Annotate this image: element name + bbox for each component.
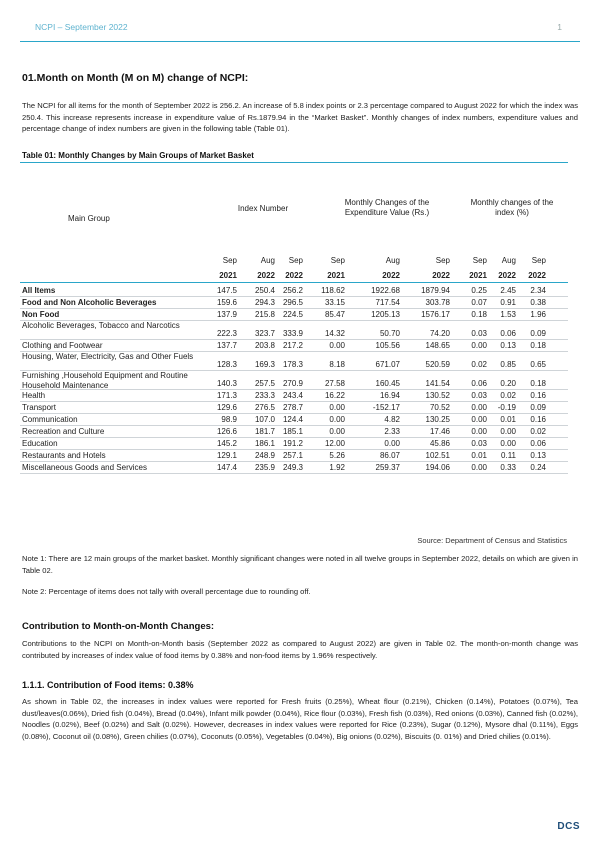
cell-value: 0.25 xyxy=(471,286,487,295)
cell-value: 17.46 xyxy=(429,427,450,436)
cell-value: 0.38 xyxy=(530,298,546,307)
cell-value: 0.18 xyxy=(530,379,546,388)
cell-value: 215.8 xyxy=(254,310,275,319)
cell-value: 0.02 xyxy=(471,360,487,369)
cell-value: 185.1 xyxy=(282,427,303,436)
cell-value: 33.15 xyxy=(324,298,345,307)
cell-value: 186.1 xyxy=(254,439,275,448)
cell-value: 224.5 xyxy=(282,310,303,319)
year-header: 2021 xyxy=(469,271,487,280)
col-percent-change: Monthly changes of the index (%) xyxy=(470,198,554,217)
table-caption: Table 01: Monthly Changes by Main Groups of Market Basket xyxy=(22,151,254,160)
cell-value: 1.92 xyxy=(329,463,345,472)
food-contribution-paragraph: As shown in Table 02, the increases in index values were reported for Fresh fruits (0.25%), Wheat flour (0.21%), Chicken (0.14%), Potatoes (0.07%), Tea dust/leaves(0.06%), Dried fish (0.04%), Bread (0.04%), Infant milk powder (0.04%), Rice flour (0.03%), Fresh fish (0.03%), Red onions (0.03%), Canned fish (0.02%), Noodles (0.02%), Beef (0.02%) and Salt (0.02%). However, decreases in index values were reported for Rice (0.23%), Sugar (0.12%), Mysore dhal (0.11%), Eggs (0.08%), Coconut oil (0.08%), Green chilies (0.07%), Coconuts (0.05%), Vegetables (0.04%), Big onions (0.02%), Biscuits (0. 01%) and Dried chilies (0.01%). xyxy=(22,697,578,741)
cell-value: 140.3 xyxy=(216,379,237,388)
cell-value: 1879.94 xyxy=(421,286,450,295)
cell-value: 0.11 xyxy=(501,451,516,460)
cell-value: 0.06 xyxy=(471,379,487,388)
cell-value: 0.18 xyxy=(471,310,487,319)
cell-value: 270.9 xyxy=(282,379,303,388)
cell-value: 105.56 xyxy=(375,341,400,350)
month-header: Aug xyxy=(260,256,275,265)
cell-value: 0.01 xyxy=(500,415,516,424)
page-header xyxy=(20,20,580,42)
cell-value: 0.16 xyxy=(530,415,546,424)
year-header: 2022 xyxy=(257,271,275,280)
cell-value: 130.25 xyxy=(425,415,450,424)
cell-value: 0.33 xyxy=(500,463,516,472)
cell-value: 45.86 xyxy=(429,439,450,448)
col-main-group: Main Group xyxy=(68,214,110,223)
cell-value: 243.4 xyxy=(282,391,303,400)
cell-value: 323.7 xyxy=(254,329,275,338)
row-label: Communication xyxy=(22,415,78,424)
cell-value: 0.09 xyxy=(530,403,546,412)
cell-value: 257.1 xyxy=(282,451,303,460)
row-label: Health xyxy=(22,391,46,400)
row-label: Miscellaneous Goods and Services xyxy=(22,463,147,472)
cell-value: 717.54 xyxy=(375,298,400,307)
cell-value: 5.26 xyxy=(329,451,345,460)
cell-value: 520.59 xyxy=(425,360,450,369)
cell-value: 2.34 xyxy=(530,286,546,295)
cell-value: 0.07 xyxy=(471,298,487,307)
cell-value: 137.7 xyxy=(216,341,237,350)
cell-value: 2.33 xyxy=(384,427,400,436)
cell-value: 0.91 xyxy=(500,298,516,307)
month-header: Aug xyxy=(385,256,400,265)
month-header: Sep xyxy=(330,256,345,265)
row-label: Restaurants and Hotels xyxy=(22,451,106,460)
table-row xyxy=(20,297,568,309)
row-label: Food and Non Alcoholic Beverages xyxy=(22,298,157,307)
table-row xyxy=(20,340,568,352)
row-label: Recreation and Culture xyxy=(22,427,105,436)
cell-value: 129.1 xyxy=(216,451,237,460)
cell-value: 0.00 xyxy=(471,415,487,424)
cell-value: 0.85 xyxy=(500,360,516,369)
col-expenditure: Monthly Changes of the Expenditure Value (Rs.) xyxy=(344,198,430,217)
cell-value: 102.51 xyxy=(425,451,450,460)
col-index-number: Index Number xyxy=(237,204,289,213)
year-header: 2022 xyxy=(498,271,516,280)
cell-value: 333.9 xyxy=(282,329,303,338)
cell-value: 137.9 xyxy=(216,310,237,319)
month-header: Sep xyxy=(288,256,303,265)
table-row xyxy=(20,426,568,438)
cell-value: 0.00 xyxy=(384,439,400,448)
table-row xyxy=(20,450,568,462)
row-label: Clothing and Footwear xyxy=(22,341,103,350)
cell-value: 2.45 xyxy=(500,286,516,295)
cell-value: 0.06 xyxy=(530,439,546,448)
cell-value: 0.13 xyxy=(530,451,546,460)
table-row xyxy=(20,371,568,390)
cell-value: 70.52 xyxy=(429,403,450,412)
cell-value: 1576.17 xyxy=(421,310,450,319)
cell-value: 1.53 xyxy=(500,310,516,319)
dcs-logo-text: DCS xyxy=(557,821,580,832)
cell-value: 671.07 xyxy=(375,360,400,369)
year-header: 2021 xyxy=(327,271,345,280)
cell-value: 1205.13 xyxy=(371,310,400,319)
row-label: All Items xyxy=(22,286,56,295)
cell-value: 0.06 xyxy=(500,329,516,338)
year-header: 2022 xyxy=(285,271,303,280)
cell-value: 148.65 xyxy=(425,341,450,350)
cell-value: 296.5 xyxy=(282,298,303,307)
year-header: 2022 xyxy=(528,271,546,280)
cell-value: -0.19 xyxy=(497,403,516,412)
cell-value: 145.2 xyxy=(216,439,237,448)
cell-value: 129.6 xyxy=(216,403,237,412)
cell-value: 171.3 xyxy=(216,391,237,400)
cell-value: 303.78 xyxy=(425,298,450,307)
cell-value: 194.06 xyxy=(425,463,450,472)
cell-value: 233.3 xyxy=(254,391,275,400)
cell-value: 0.02 xyxy=(530,427,546,436)
cell-value: 8.18 xyxy=(329,360,345,369)
row-label: Education xyxy=(22,439,58,448)
section-heading: 01.Month on Month (M on M) change of NCPI: xyxy=(22,72,249,84)
cell-value: 276.5 xyxy=(254,403,275,412)
table-row xyxy=(20,414,568,426)
page-number: 1 xyxy=(557,22,562,32)
cell-value: 124.4 xyxy=(282,415,303,424)
cell-value: 147.5 xyxy=(216,286,237,295)
table-row xyxy=(20,462,568,474)
cell-value: 74.20 xyxy=(429,329,450,338)
contribution-paragraph: Contributions to the NCPI on Month-on-Month basis (September 2022 as compared to August 2022) are given in Table 02. The month-on-month change was contributed by increases of index value of food items by 0.38% and non-food items by 1.96% respectively. xyxy=(22,639,578,660)
cell-value: 0.00 xyxy=(500,439,516,448)
cell-value: 0.03 xyxy=(471,391,487,400)
cell-value: 27.58 xyxy=(324,379,345,388)
cell-value: 141.54 xyxy=(425,379,450,388)
year-header: 2022 xyxy=(432,271,450,280)
cell-value: 147.4 xyxy=(216,463,237,472)
cell-value: 0.03 xyxy=(471,329,487,338)
year-header: 2021 xyxy=(219,271,237,280)
cell-value: 98.9 xyxy=(221,415,237,424)
cell-value: 12.00 xyxy=(324,439,345,448)
table-top-rule xyxy=(20,162,568,163)
row-label: Non Food xyxy=(22,310,60,319)
intro-paragraph: The NCPI for all items for the month of September 2022 is 256.2. An increase of 5.8 index points or 2.3 percentage compared to August 2022 for which the index was 250.4. This increase represents increase in expenditure value of Rs.1879.94 in the “Market Basket”. Monthly changes of index numbers, expenditure values and percentage change of index numbers are given in the following table (Table 01). xyxy=(22,101,578,133)
cell-value: 0.18 xyxy=(530,341,546,350)
cell-value: 294.3 xyxy=(254,298,275,307)
header-title: NCPI – September 2022 xyxy=(35,22,128,32)
row-label: Transport xyxy=(22,403,56,412)
note-1: Note 1: There are 12 main groups of the market basket. Monthly significant changes were noted in all twelve groups in September 2022, details on which are given in Table 02. xyxy=(22,554,578,575)
cell-value: 0.02 xyxy=(500,391,516,400)
cell-value: 0.01 xyxy=(471,451,487,460)
cell-value: 160.45 xyxy=(375,379,400,388)
cell-value: 0.00 xyxy=(329,415,345,424)
month-header: Sep xyxy=(472,256,487,265)
month-header: Sep xyxy=(531,256,546,265)
cell-value: 0.16 xyxy=(530,391,546,400)
cell-value: 86.07 xyxy=(379,451,400,460)
table-row xyxy=(20,390,568,402)
cell-value: 0.03 xyxy=(471,439,487,448)
cell-value: 126.6 xyxy=(216,427,237,436)
cell-value: 0.00 xyxy=(471,427,487,436)
row-label: Furnishing ,Household Equipment and Routine Household Maintenance xyxy=(22,371,188,390)
cell-value: 0.00 xyxy=(329,403,345,412)
cell-value: 1.96 xyxy=(530,310,546,319)
table-header-rule xyxy=(20,282,568,283)
dcs-logo xyxy=(557,821,580,832)
cell-value: 50.70 xyxy=(379,329,400,338)
cell-value: 249.3 xyxy=(282,463,303,472)
table-row xyxy=(20,285,568,297)
cell-value: 0.00 xyxy=(471,463,487,472)
table-row xyxy=(20,402,568,414)
cell-value: 130.52 xyxy=(425,391,450,400)
row-label: Alcoholic Beverages, Tobacco and Narcotics xyxy=(22,321,180,330)
cell-value: 14.32 xyxy=(324,329,345,338)
cell-value: 0.65 xyxy=(530,360,546,369)
cell-value: 203.8 xyxy=(254,341,275,350)
cell-value: 118.62 xyxy=(321,286,345,295)
cell-value: 259.37 xyxy=(375,463,400,472)
cell-value: 16.94 xyxy=(379,391,400,400)
cell-value: 235.9 xyxy=(254,463,275,472)
month-header: Sep xyxy=(222,256,237,265)
cell-value: 257.5 xyxy=(254,379,275,388)
contribution-heading: Contribution to Month-on-Month Changes: xyxy=(22,621,215,632)
cell-value: 0.00 xyxy=(471,341,487,350)
cell-value: 248.9 xyxy=(254,451,275,460)
month-header: Aug xyxy=(501,256,516,265)
cell-value: 0.00 xyxy=(329,427,345,436)
cell-value: 0.00 xyxy=(500,427,516,436)
cell-value: 1922.68 xyxy=(371,286,400,295)
table-source: Source: Department of Census and Statistics xyxy=(417,536,567,545)
cell-value: 178.3 xyxy=(282,360,303,369)
cell-value: 128.3 xyxy=(216,360,237,369)
cell-value: -152.17 xyxy=(372,403,400,412)
cell-value: 107.0 xyxy=(254,415,275,424)
cell-value: 0.24 xyxy=(530,463,546,472)
table-row xyxy=(20,321,568,340)
cell-value: 16.22 xyxy=(324,391,345,400)
cell-value: 159.6 xyxy=(216,298,237,307)
cell-value: 0.09 xyxy=(530,329,546,338)
cell-value: 278.7 xyxy=(282,403,303,412)
cell-value: 256.2 xyxy=(282,286,303,295)
month-header: Sep xyxy=(435,256,450,265)
cell-value: 0.13 xyxy=(500,341,516,350)
cell-value: 0.00 xyxy=(471,403,487,412)
cell-value: 0.20 xyxy=(500,379,516,388)
table-row xyxy=(20,309,568,321)
cell-value: 222.3 xyxy=(216,329,237,338)
cell-value: 217.2 xyxy=(282,341,303,350)
cell-value: 250.4 xyxy=(254,286,275,295)
cell-value: 169.3 xyxy=(254,360,275,369)
table-row xyxy=(20,352,568,371)
cell-value: 0.00 xyxy=(329,341,345,350)
cell-value: 4.82 xyxy=(384,415,400,424)
year-header: 2022 xyxy=(382,271,400,280)
table-row xyxy=(20,438,568,450)
cell-value: 181.7 xyxy=(254,427,275,436)
row-label: Housing, Water, Electricity, Gas and Other Fuels xyxy=(22,352,194,361)
note-2: Note 2: Percentage of items does not tally with overall percentage due to rounding off. xyxy=(22,587,311,596)
cell-value: 191.2 xyxy=(282,439,303,448)
food-contribution-heading: 1.1.1. Contribution of Food items: 0.38% xyxy=(22,680,194,690)
cell-value: 85.47 xyxy=(324,310,345,319)
